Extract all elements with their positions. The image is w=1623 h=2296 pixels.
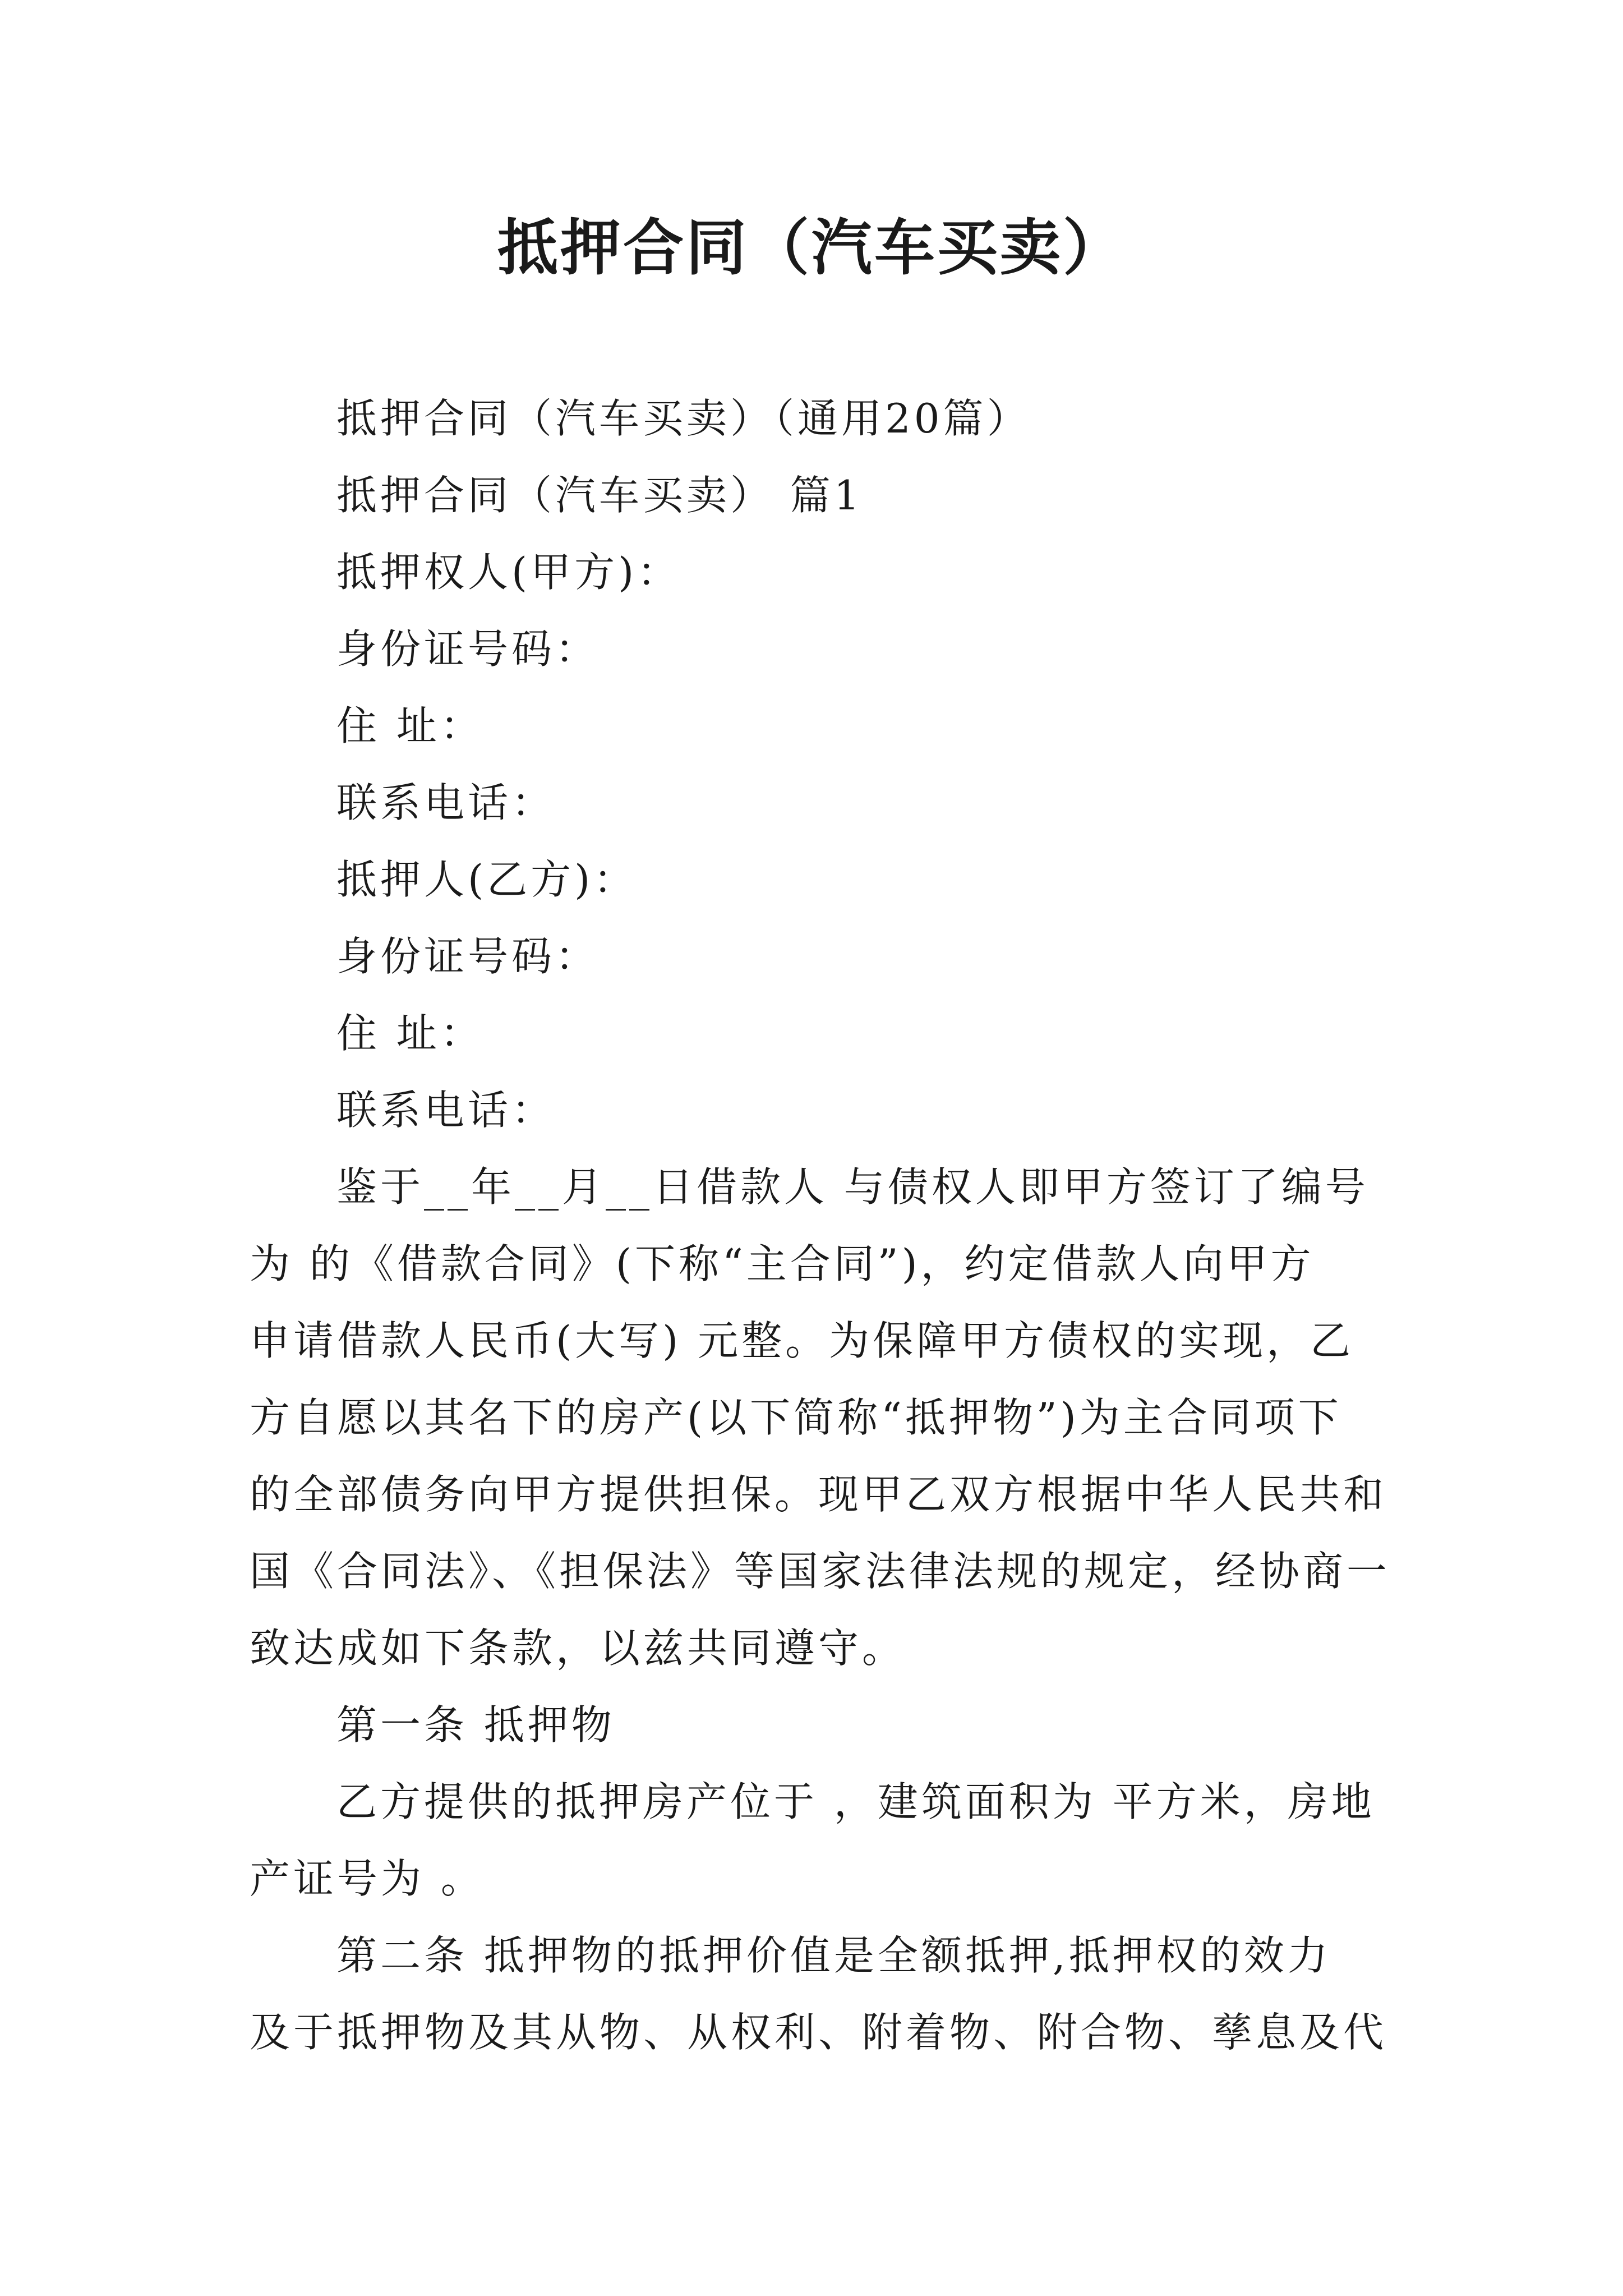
party-a-label: 抵押权人(甲方)： bbox=[336, 549, 681, 596]
preamble-line: 方自愿以其名下的房产(以下简称“抵押物”)为主合同项下 bbox=[250, 1394, 1342, 1441]
article1-line: 产证号为 。 bbox=[250, 1855, 485, 1902]
document-title: 抵押合同（汽车买卖） bbox=[497, 213, 1126, 283]
preamble-line: 申请借款人民币(大写) 元整。为保障甲方债权的实现，乙 bbox=[250, 1317, 1354, 1364]
party-b-label: 抵押人(乙方)： bbox=[336, 856, 638, 903]
preamble-line: 为 的《借款合同》(下称“主合同”)，约定借款人向甲方 bbox=[250, 1240, 1315, 1287]
preamble-line: 国《合同法》、《担保法》等国家法律法规的规定，经协商一 bbox=[250, 1548, 1391, 1595]
document-subtitle: 抵押合同（汽车买卖）（通用20篇） bbox=[336, 395, 1031, 442]
preamble-line: 鉴于__年__月__日借款人 与债权人即甲方签订了编号 bbox=[336, 1163, 1369, 1211]
article1-line: 乙方提供的抵押房产位于 ，建筑面积为 平方米，房地 bbox=[336, 1778, 1375, 1825]
party-a-address: 住 址： bbox=[336, 702, 484, 749]
preamble-line: 致达成如下条款，以兹共同遵守。 bbox=[250, 1625, 906, 1672]
party-a-phone: 联系电话： bbox=[336, 779, 556, 826]
article1-heading: 第一条 抵押物 bbox=[336, 1701, 615, 1749]
article2-line: 第二条 抵押物的抵押价值是全额抵押,抵押权的效力 bbox=[336, 1932, 1331, 1979]
party-a-id-number: 身份证号码： bbox=[336, 625, 600, 673]
section-heading: 抵押合同（汽车买卖） 篇1 bbox=[336, 472, 863, 519]
party-b-phone: 联系电话： bbox=[336, 1087, 556, 1134]
party-b-address: 住 址： bbox=[336, 1010, 484, 1057]
article2-line: 及于抵押物及其从物、从权利、附着物、附合物、孳息及代 bbox=[250, 2009, 1387, 2056]
preamble-line: 的全部债务向甲方提供担保。现甲乙双方根据中华人民共和 bbox=[250, 1471, 1387, 1518]
party-b-id-number: 身份证号码： bbox=[336, 933, 600, 980]
